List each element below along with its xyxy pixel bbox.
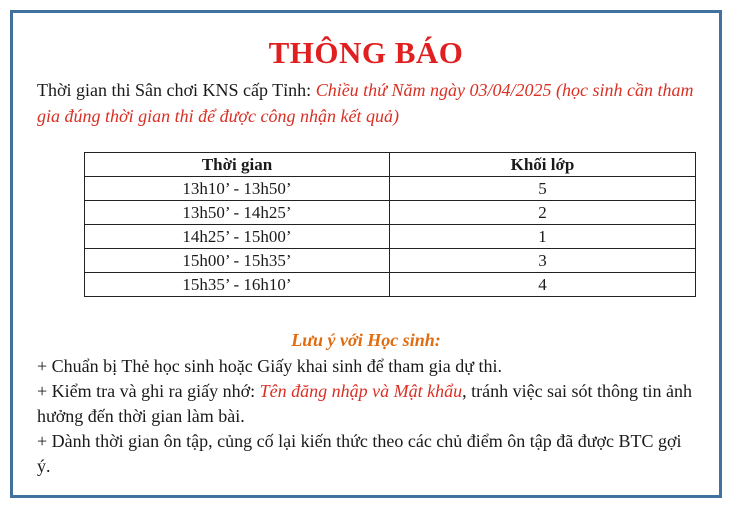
cell-grade: 2 <box>390 201 696 225</box>
note-item-highlight: Tên đăng nhập và Mật khẩu <box>259 381 463 401</box>
table-row <box>85 201 696 225</box>
cell-grade: 1 <box>390 225 696 249</box>
table-row <box>85 273 696 297</box>
cell-grade: 4 <box>390 273 696 297</box>
cell-time: 15h35’ - 16h10’ <box>85 273 390 297</box>
note-item-prefix: + Kiểm tra và ghi ra giấy nhớ: <box>37 381 260 401</box>
cell-time: 13h50’ - 14h25’ <box>85 201 390 225</box>
note-item <box>37 379 697 429</box>
cell-grade: 3 <box>390 249 696 273</box>
table-row <box>85 177 696 201</box>
notes-list <box>37 354 697 479</box>
table-row <box>85 225 696 249</box>
cell-time: 15h00’ - 15h35’ <box>85 249 390 273</box>
notes-title: Lưu ý với Học sinh: <box>291 330 441 350</box>
schedule-table <box>84 152 696 297</box>
note-item: + Dành thời gian ôn tập, củng cố lại kiến thức theo các chủ điểm ôn tập đã được BTC gợi ý. <box>37 431 682 476</box>
notice-title: THÔNG BÁO <box>268 35 464 70</box>
note-item: + Chuẩn bị Thẻ học sinh hoặc Giấy khai sinh để tham gia dự thi. <box>37 356 502 376</box>
intro-prefix: Thời gian thi Sân chơi KNS cấp Tỉnh: <box>37 80 316 100</box>
cell-time: 14h25’ - 15h00’ <box>85 225 390 249</box>
intro-highlight: Chiều thứ Năm ngày 03/04/2025 (học sinh cần tham gia đúng thời gian thi để được công nhận kết quả) <box>37 80 694 126</box>
cell-grade: 5 <box>390 177 696 201</box>
note-item-suffix: , tránh việc sai sót thông tin ảnh hưởng đến thời gian làm bài. <box>37 381 693 426</box>
table-row <box>85 249 696 273</box>
table-header-row <box>85 153 696 177</box>
cell-time: 13h10’ - 13h50’ <box>85 177 390 201</box>
intro-paragraph <box>37 77 697 129</box>
header-time: Thời gian <box>85 153 390 177</box>
header-grade: Khối lớp <box>390 153 696 177</box>
notice-frame <box>10 10 722 498</box>
